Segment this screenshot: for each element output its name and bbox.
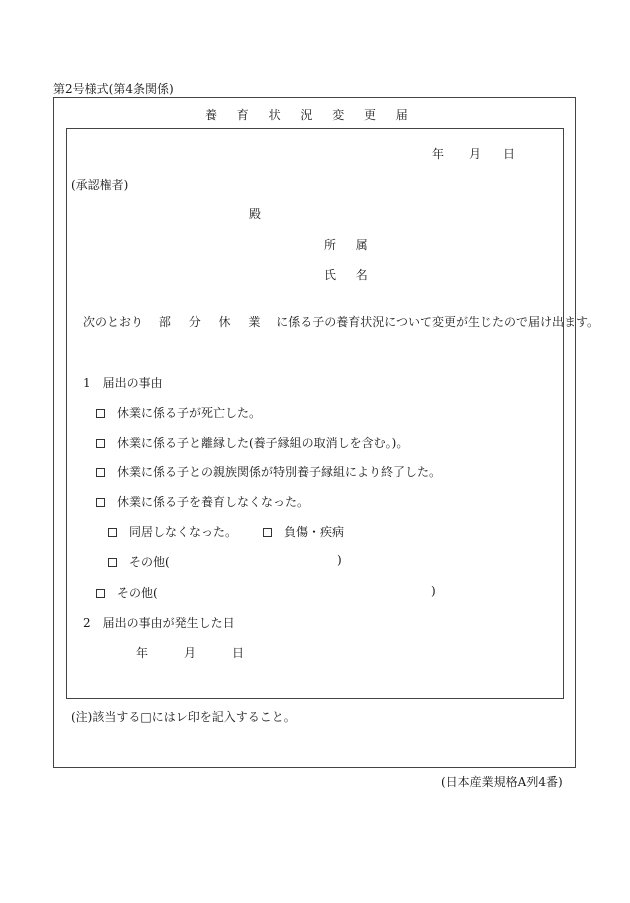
- date-day-label: 日: [503, 147, 516, 161]
- checkbox[interactable]: [108, 528, 117, 537]
- sub-option-row: [263, 523, 344, 540]
- option-row: [96, 493, 309, 510]
- date-year-label: 年: [432, 147, 445, 161]
- form-number: 第2号様式(第4条関係): [53, 82, 174, 96]
- occurrence-month-label: 月: [184, 646, 197, 660]
- option-other-label: その他(: [117, 586, 158, 600]
- section2-heading: 2 届出の事由が発生した日: [83, 616, 235, 630]
- checkbox[interactable]: [96, 498, 105, 507]
- sub-option-label: 同居しなくなった。: [129, 525, 238, 539]
- intro-sentence: [83, 313, 599, 330]
- sub-option-other-close: ): [337, 553, 342, 567]
- name-label: 氏名: [324, 268, 388, 282]
- intro-prefix: 次のとおり: [83, 315, 144, 329]
- option-row: [96, 434, 408, 451]
- option-other-row: [96, 584, 158, 601]
- sub-option-label: 負傷・疾病: [284, 525, 345, 539]
- occurrence-year-label: 年: [136, 646, 149, 660]
- checkbox[interactable]: [96, 409, 105, 418]
- option-other-close: ): [431, 584, 436, 598]
- intro-suffix: に係る子の養育状況について変更が生じたので届け出ます。: [276, 315, 600, 329]
- option-label: 休業に係る子が死亡した。: [117, 406, 262, 420]
- option-label: 休業に係る子を養育しなくなった。: [117, 495, 310, 509]
- option-label: 休業に係る子と離縁した(養子縁組の取消しを含む。)。: [117, 436, 409, 450]
- note: (注)該当する□にはレ印を記入すること。: [71, 710, 296, 724]
- intro-word: 部: [158, 315, 171, 329]
- checkbox[interactable]: [96, 589, 105, 598]
- option-row: [96, 404, 261, 421]
- checkbox[interactable]: [96, 468, 105, 477]
- sub-option-other-row: [108, 553, 170, 570]
- section1-heading: 1 届出の事由: [83, 376, 163, 390]
- date-month-label: 月: [469, 147, 482, 161]
- sub-option-row: [108, 523, 237, 540]
- recipient-honorific: 殿: [249, 207, 262, 221]
- recipient-label: (承認権者): [71, 178, 129, 192]
- form-title: 養育状況変更届: [205, 108, 428, 122]
- affiliation-label: 所属: [324, 238, 388, 252]
- checkbox[interactable]: [263, 528, 272, 537]
- option-row: [96, 463, 441, 480]
- intro-word: 業: [248, 315, 261, 329]
- intro-word: 分: [188, 315, 201, 329]
- paper-size-footer: (日本産業規格A列4番): [441, 775, 563, 789]
- sub-option-other-label: その他(: [129, 555, 170, 569]
- option-label: 休業に係る子との親族関係が特別養子縁組により終了した。: [117, 465, 442, 479]
- checkbox[interactable]: [108, 558, 117, 567]
- occurrence-day-label: 日: [232, 646, 245, 660]
- intro-word: 休: [218, 315, 231, 329]
- checkbox[interactable]: [96, 439, 105, 448]
